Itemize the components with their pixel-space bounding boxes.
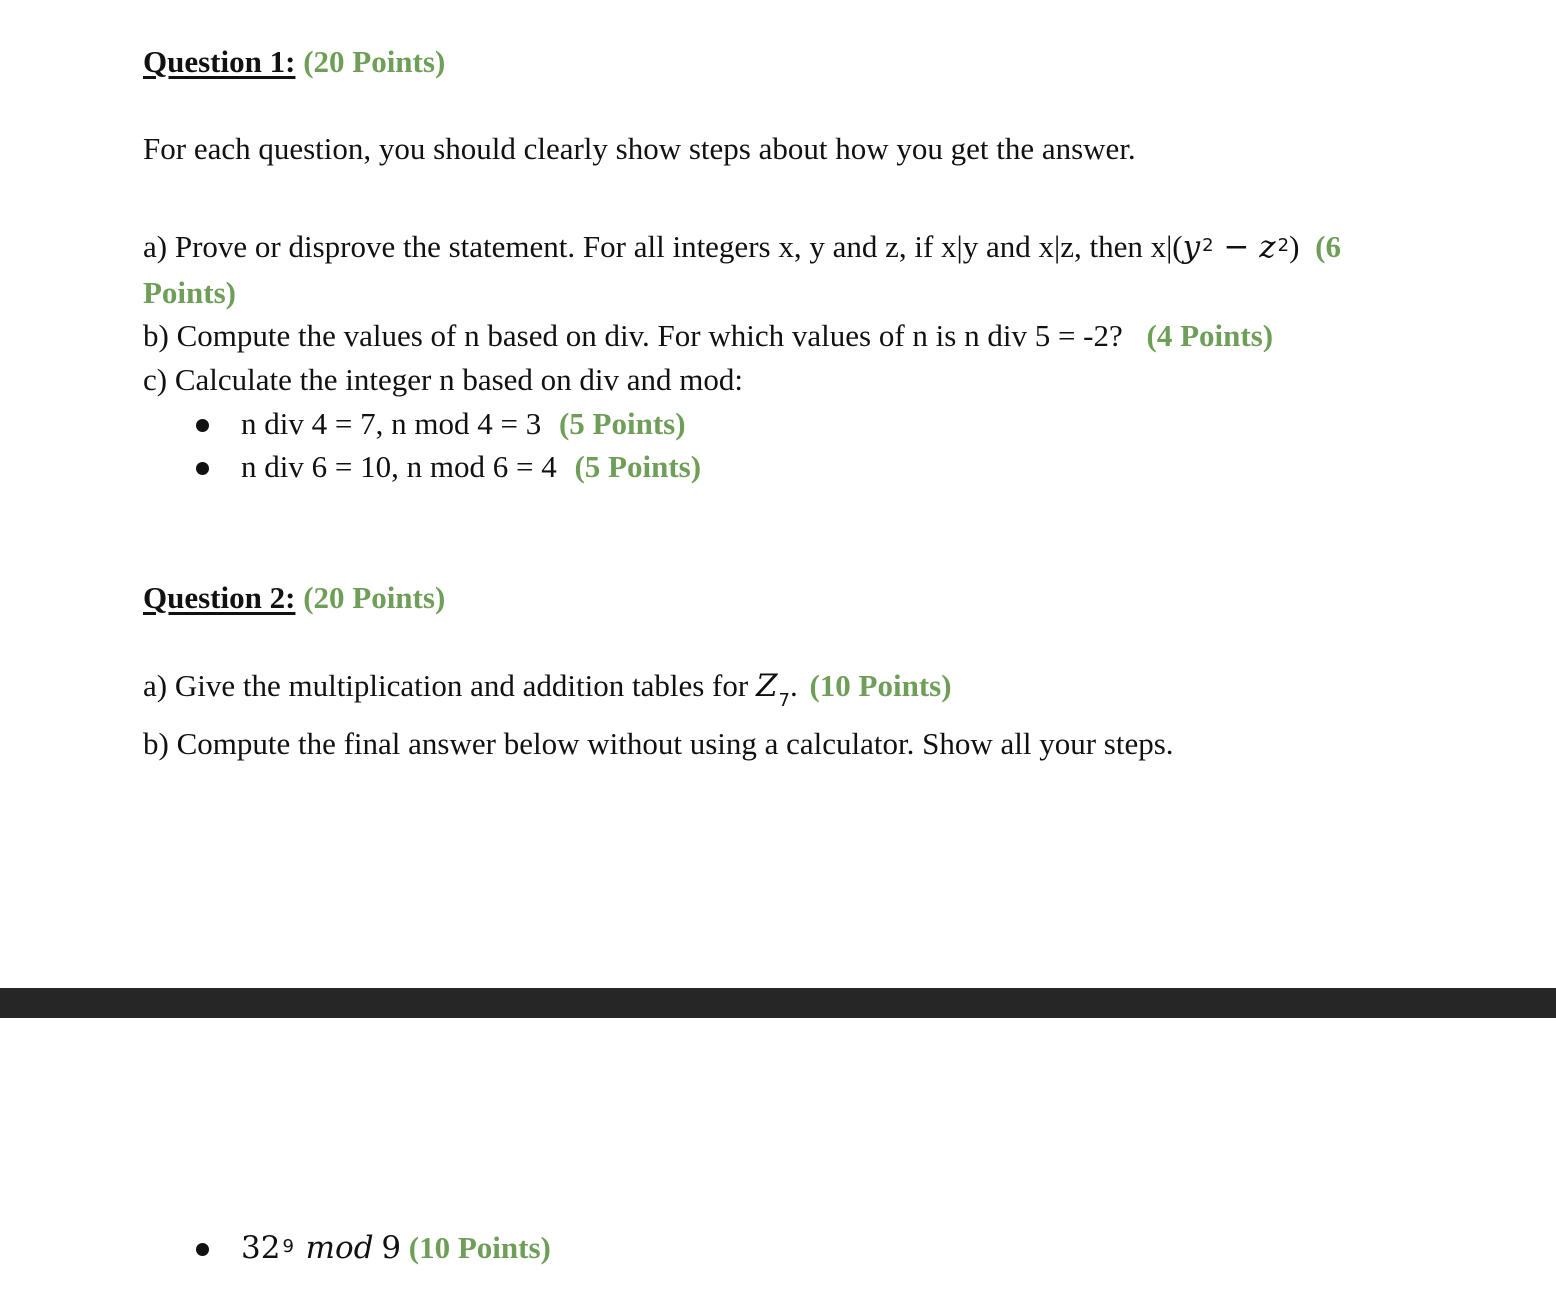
q1-c-item-1-text: n div 4 = 7, n mod 4 = 3 [241,406,542,441]
q2-a-text: a) Give the multiplication and addition tables for [143,668,756,703]
q2-item-base: 32 [241,1230,281,1266]
q1-a-var-z: z [1259,229,1276,265]
q2-heading-points: (20 Points) [303,580,446,615]
q2-b-text: b) Compute the final answer below without using a calculator. Show all your steps. [143,726,1174,761]
q2-a-line [143,668,952,709]
bullet-icon [196,1243,209,1256]
q2-item-points: (10 Points) [408,1230,551,1265]
q1-a-text: a) Prove or disprove the statement. For all integers x, y and z, if x|y and x|z, then x|( [143,229,1183,264]
q1-a-close: ) [1289,229,1300,264]
q1-heading-points: (20 Points) [303,44,446,79]
q1-c-item-2-points: (5 Points) [574,449,702,484]
q2-b-item [241,1230,551,1271]
q2-a-points: (10 Points) [809,668,952,703]
q1-c-item-1 [241,406,686,442]
q1-a-exp-1: 2 [1202,235,1214,256]
q1-c-item-1-points: (5 Points) [558,406,686,441]
q2-a-dot: . [789,668,798,703]
q1-c-text: c) Calculate the integer n based on div and mod: [143,362,744,397]
page-break-divider [0,988,1556,1018]
q1-c-item-2-text: n div 6 = 10, n mod 6 = 4 [241,449,557,484]
q2-item-num: 9 [381,1230,402,1266]
q1-heading-label: Question 1: [143,44,296,79]
q1-heading [143,44,445,80]
q1-a-exp-2: 2 [1277,235,1290,256]
bullet-icon [196,419,209,432]
bullet-icon [196,462,209,475]
q2-item-mod: mod [305,1230,374,1266]
q1-a-points-part2: Points) [143,275,236,310]
q2-heading [143,580,445,616]
q2-heading-label: Question 2: [143,580,296,615]
q2-a-subscript: 7 [778,690,790,711]
q1-b-points: (4 Points) [1146,318,1274,353]
q1-a-points-part1: (6 [1315,229,1341,264]
q2-a-var-z: Z [755,668,778,704]
q1-b-text: b) Compute the values of n based on div. For which values of n is n div 5 = -2? [143,318,1123,353]
q1-c-item-2 [241,449,701,485]
q2-item-exp: 9 [282,1236,294,1257]
q1-b-line [143,318,1273,354]
q1-a-minus: − [1213,229,1260,265]
q1-intro: For each question, you should clearly show steps about how you get the answer. [143,131,1136,166]
q1-a-var-y: y [1182,229,1201,265]
q1-a-line1 [143,229,1341,270]
